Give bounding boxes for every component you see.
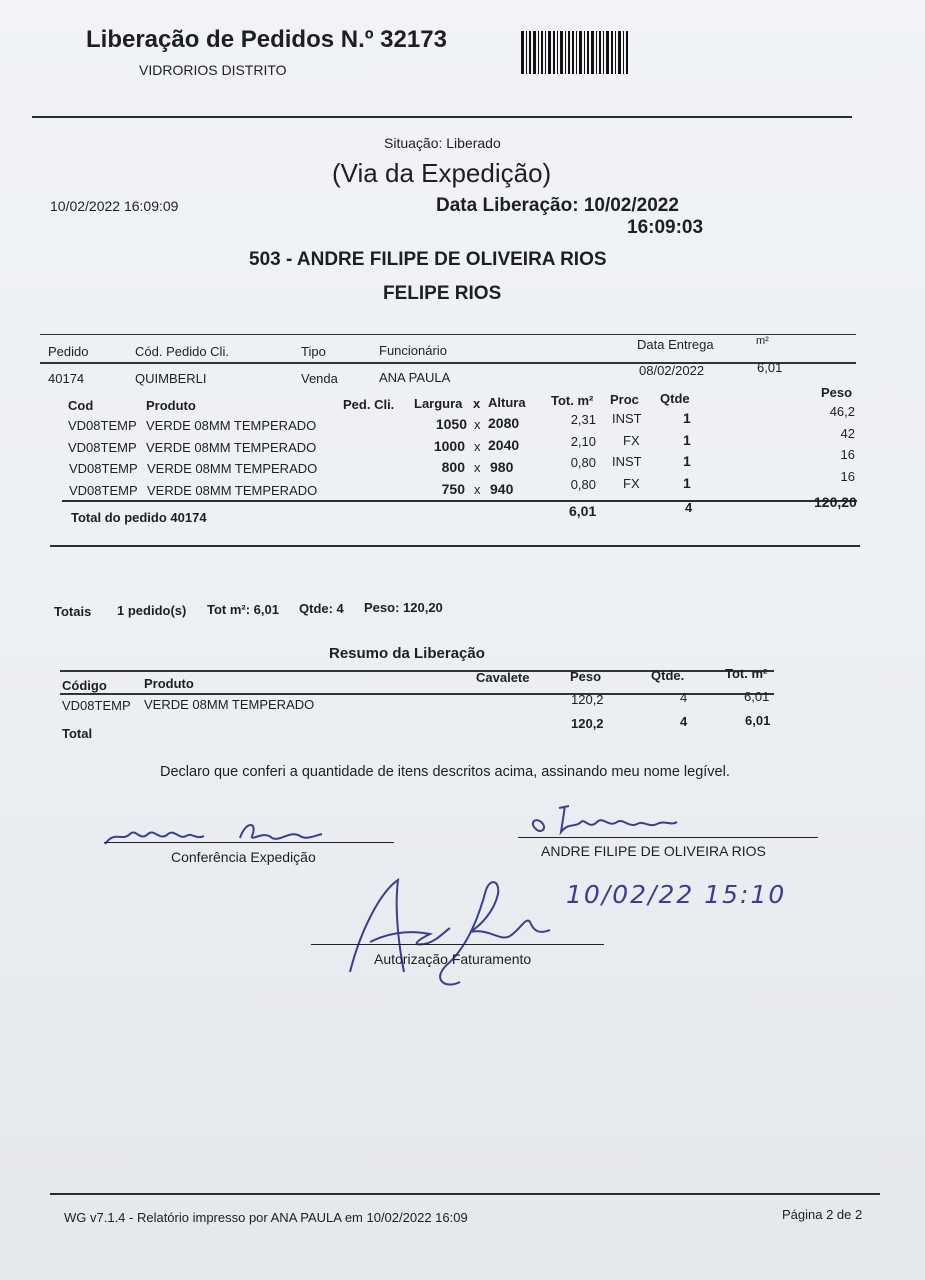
items-col-produto: Produto xyxy=(146,398,196,413)
client-name: 503 - ANDRE FILIPE DE OLIVEIRA RIOS xyxy=(249,249,607,270)
barcode-icon xyxy=(521,31,662,74)
totals-qtde: Qtde: 4 xyxy=(299,601,344,616)
col-m2: m² xyxy=(756,335,769,347)
summary-peso: 120,2 xyxy=(571,692,604,707)
item-tot-m2: 2,10 xyxy=(570,434,596,449)
signature-line-autorizacao xyxy=(311,944,604,945)
order-funcionario: ANA PAULA xyxy=(379,370,451,385)
summary-qtde: 4 xyxy=(680,690,688,705)
item-peso: 46,2 xyxy=(829,404,855,419)
order-total-peso: 120,20 xyxy=(814,494,857,510)
items-col-largura: Largura xyxy=(414,396,463,411)
order-tipo: Venda xyxy=(301,371,338,386)
item-x: x xyxy=(474,460,481,475)
via-label: (Via da Expedição) xyxy=(332,158,552,188)
order-total-label: Total do pedido 40174 xyxy=(71,510,207,525)
items-col-proc: Proc xyxy=(610,392,639,407)
item-x: x xyxy=(474,417,481,432)
col-pedido: Pedido xyxy=(48,344,89,359)
summary-total-qtde: 4 xyxy=(680,714,688,729)
item-x: x xyxy=(474,439,481,454)
order-cod-pedido-cli: QUIMBERLI xyxy=(135,371,207,386)
signature-autorizacao-icon xyxy=(340,872,560,994)
client-alias: FELIPE RIOS xyxy=(383,283,502,304)
summary-tot-m2: 6,01 xyxy=(744,689,770,704)
release-time: 16:09:03 xyxy=(627,217,704,238)
totals-label: Totais xyxy=(54,604,92,619)
order-pedido: 40174 xyxy=(48,371,85,386)
items-col-tot-m2: Tot. m² xyxy=(551,393,594,408)
summary-total-label: Total xyxy=(62,726,93,741)
items-col-ped-cli: Ped. Cli. xyxy=(343,397,395,412)
item-cod: VD08TEMP xyxy=(69,461,138,476)
order-m2: 6,01 xyxy=(757,360,783,375)
company-name: VIDRORIOS DISTRITO xyxy=(139,62,287,78)
signature-line-cliente xyxy=(518,837,818,838)
signature-line-conferencia xyxy=(104,842,394,843)
item-produto: VERDE 08MM TEMPERADO xyxy=(147,483,318,498)
totals-pedidos: 1 pedido(s) xyxy=(117,603,187,618)
totals-m2: Tot m²: 6,01 xyxy=(207,602,279,617)
situation-label: Situação: Liberado xyxy=(384,135,501,151)
summary-col-cavalete: Cavalete xyxy=(476,670,530,685)
conferencia-label: Conferência Expedição xyxy=(171,849,316,865)
col-cod-pedido-cli: Cód. Pedido Cli. xyxy=(135,344,229,359)
item-tot-m2: 2,31 xyxy=(570,412,596,427)
summary-total-peso: 120,2 xyxy=(571,716,604,731)
items-col-peso: Peso xyxy=(821,385,853,400)
order-top-line xyxy=(40,334,856,335)
summary-codigo: VD08TEMP xyxy=(62,698,131,713)
col-funcionario: Funcionário xyxy=(379,343,447,358)
signature-cliente-icon xyxy=(525,800,695,840)
item-altura: 2040 xyxy=(488,437,520,453)
item-largura: 800 xyxy=(441,459,465,475)
item-proc: INST xyxy=(612,411,642,426)
release-date: Data Liberação: 10/02/2022 xyxy=(436,195,679,216)
footer-report-info: WG v7.1.4 - Relatório impresso por ANA PAULA em 10/02/2022 16:09 xyxy=(64,1210,468,1225)
item-proc: FX xyxy=(623,433,640,448)
col-tipo: Tipo xyxy=(301,344,326,359)
declaration-text: Declaro que conferi a quantidade de itens descritos acima, assinando meu nome legível. xyxy=(160,764,730,780)
summary-title: Resumo da Liberação xyxy=(329,645,485,662)
summary-col-peso: Peso xyxy=(570,669,602,684)
item-peso: 42 xyxy=(840,426,855,441)
order-total-m2: 6,01 xyxy=(569,503,597,519)
item-cod: VD08TEMP xyxy=(68,418,137,433)
items-col-qtde: Qtde xyxy=(660,391,690,406)
items-col-altura: Altura xyxy=(488,395,526,410)
autorizacao-label: Autorização Faturamento xyxy=(374,951,532,967)
item-cod: VD08TEMP xyxy=(69,483,138,498)
item-qtde: 1 xyxy=(683,475,691,491)
cliente-label: ANDRE FILIPE DE OLIVEIRA RIOS xyxy=(541,843,766,859)
order-bottom-line xyxy=(50,545,860,547)
handwritten-date: 10/02/22 15:10 xyxy=(566,880,787,909)
order-data-entrega: 08/02/2022 xyxy=(639,363,705,378)
item-qtde: 1 xyxy=(683,432,691,448)
summary-col-tot-m2: Tot. m² xyxy=(725,666,768,681)
item-produto: VERDE 08MM TEMPERADO xyxy=(147,461,318,476)
item-altura: 2080 xyxy=(488,415,520,431)
header-divider xyxy=(32,116,852,118)
item-proc: FX xyxy=(623,476,640,491)
item-peso: 16 xyxy=(840,447,855,462)
item-largura: 750 xyxy=(441,481,465,497)
summary-total-tot-m2: 6,01 xyxy=(745,713,771,728)
summary-produto: VERDE 08MM TEMPERADO xyxy=(144,697,315,712)
totals-peso: Peso: 120,20 xyxy=(364,600,443,615)
items-col-cod: Cod xyxy=(68,398,94,413)
printed-datetime: 10/02/2022 16:09:09 xyxy=(50,198,179,214)
item-largura: 1000 xyxy=(433,438,465,454)
item-produto: VERDE 08MM TEMPERADO xyxy=(146,418,317,433)
summary-col-codigo: Código xyxy=(62,678,107,693)
item-peso: 16 xyxy=(840,469,855,484)
item-cod: VD08TEMP xyxy=(68,440,137,455)
signature-conferencia-icon xyxy=(100,812,340,852)
items-total-line xyxy=(62,500,857,502)
item-qtde: 1 xyxy=(683,453,691,469)
item-proc: INST xyxy=(612,454,642,469)
item-altura: 940 xyxy=(490,481,514,497)
items-col-x: x xyxy=(473,396,481,411)
summary-header-line xyxy=(60,693,774,695)
footer-page-number: Página 2 de 2 xyxy=(782,1207,863,1222)
item-x: x xyxy=(474,482,481,497)
item-qtde: 1 xyxy=(683,410,691,426)
summary-col-produto: Produto xyxy=(144,676,194,691)
item-tot-m2: 0,80 xyxy=(570,477,596,492)
footer-line xyxy=(50,1193,880,1195)
summary-col-qtde: Qtde. xyxy=(651,668,685,683)
col-data-entrega: Data Entrega xyxy=(637,337,714,352)
item-altura: 980 xyxy=(490,459,514,475)
item-largura: 1050 xyxy=(435,416,467,432)
order-total-qtde: 4 xyxy=(685,500,693,515)
order-header-line xyxy=(40,362,856,364)
item-tot-m2: 0,80 xyxy=(570,455,596,470)
document-title: Liberação de Pedidos N.º 32173 xyxy=(86,26,447,53)
item-produto: VERDE 08MM TEMPERADO xyxy=(146,440,317,455)
